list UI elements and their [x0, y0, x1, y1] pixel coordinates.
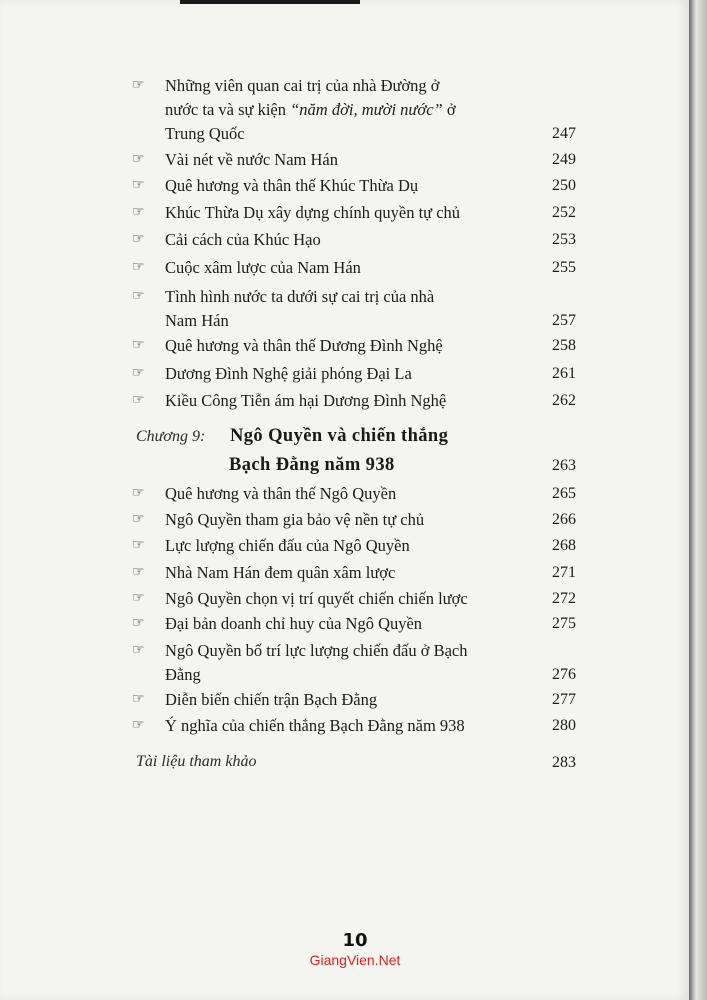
entry-text-line: Tình hình nước ta dưới sự cai trị của nhà	[165, 287, 435, 306]
entry-page-number: 249	[552, 151, 576, 168]
entry-text-line: Dương Đình Nghệ giải phóng Đại La	[165, 364, 412, 383]
pointing-hand-icon: ☞	[132, 365, 145, 381]
chapter-title-line-2: Bạch Đằng năm 938	[229, 455, 395, 475]
entry-page-number: 275	[552, 615, 576, 632]
chapter-label: Chương 9:	[136, 428, 206, 445]
chapter-page-number: 263	[552, 457, 576, 474]
pointing-hand-icon: ☞	[132, 717, 145, 733]
pointing-hand-icon: ☞	[132, 77, 145, 93]
entry-page-number: 261	[552, 365, 576, 382]
entry-text-line: Cải cách của Khúc Hạo	[165, 230, 321, 249]
entry-page-number: 266	[552, 511, 576, 528]
entry-text-line: Đằng	[165, 665, 201, 684]
pointing-hand-icon: ☞	[132, 615, 145, 631]
entry-text-line: Ngô Quyền chọn vị trí quyết chiến chiến lược	[165, 589, 468, 608]
entry-page-number: 268	[552, 537, 576, 554]
entry-text-line: nước ta và sự kiện “năm đời, mười nước” ở	[165, 100, 456, 119]
entry-text-line: Cuộc xâm lược của Nam Hán	[165, 258, 361, 277]
entry-text-line: Ngô Quyền bố trí lực lượng chiến đấu ở Bạch	[165, 641, 468, 660]
entry-text-line: Diễn biến chiến trận Bạch Đằng	[165, 690, 378, 709]
pointing-hand-icon: ☞	[132, 642, 145, 658]
entry-page-number: 253	[552, 231, 576, 248]
entry-text-line: Nam Hán	[165, 311, 229, 330]
pointing-hand-icon: ☞	[132, 259, 145, 275]
entry-text-line: Lực lượng chiến đấu của Ngô Quyền	[165, 536, 410, 555]
pointing-hand-icon: ☞	[132, 485, 145, 501]
chapter-title-line-1: Ngô Quyền và chiến thắng	[230, 426, 449, 446]
entry-page-number: 247	[552, 125, 576, 142]
references-label: Tài liệu tham khảo	[136, 753, 257, 770]
pointing-hand-icon: ☞	[132, 151, 145, 167]
entry-text-line: Ngô Quyền tham gia bảo vệ nền tự chủ	[165, 510, 425, 529]
entry-text-tail: ở	[442, 100, 456, 119]
entry-page-number: 272	[552, 590, 576, 607]
entry-text-line: Quê hương và thân thế Khúc Thừa Dụ	[165, 176, 419, 195]
pointing-hand-icon: ☞	[132, 564, 145, 580]
entry-text-line: Quê hương và thân thế Ngô Quyền	[165, 484, 397, 503]
entry-text-line: Quê hương và thân thế Dương Đình Nghệ	[165, 336, 443, 355]
entry-italic-text: “năm đời, mười nước”	[290, 100, 443, 119]
entry-page-number: 252	[552, 204, 576, 221]
pointing-hand-icon: ☞	[132, 177, 145, 193]
pointing-hand-icon: ☞	[132, 392, 145, 408]
entry-page-number: 277	[552, 691, 576, 708]
pointing-hand-icon: ☞	[132, 537, 145, 553]
pointing-hand-icon: ☞	[132, 337, 145, 353]
entry-text-line: Ý nghĩa của chiến thắng Bạch Đằng năm 938	[165, 716, 465, 735]
entry-page-number: 265	[552, 485, 576, 502]
pointing-hand-icon: ☞	[132, 288, 145, 304]
entry-text-line: Nhà Nam Hán đem quân xâm lược	[165, 563, 396, 582]
entry-page-number: 262	[552, 392, 576, 409]
entry-text-line: Những viên quan cai trị của nhà Đường ở	[165, 76, 440, 95]
entry-text-line: Vài nét về nước Nam Hán	[165, 150, 338, 169]
entry-page-number: 276	[552, 666, 576, 683]
page-folio: 10	[342, 930, 368, 951]
entry-text-line: Trung Quốc	[165, 124, 245, 143]
entry-text-line: Đại bản doanh chỉ huy của Ngô Quyền	[165, 614, 423, 633]
entry-text-line: Khúc Thừa Dụ xây dựng chính quyền tự chủ	[165, 203, 461, 222]
watermark: GiangVien.Net	[309, 952, 401, 968]
pointing-hand-icon: ☞	[132, 204, 145, 220]
pointing-hand-icon: ☞	[132, 590, 145, 606]
entry-page-number: 280	[552, 717, 576, 734]
entry-page-number: 258	[552, 337, 576, 354]
entry-page-number: 271	[552, 564, 576, 581]
entry-page-number: 255	[552, 259, 576, 276]
entry-page-number: 257	[552, 312, 576, 329]
entry-text-line: Kiều Công Tiễn ám hại Dương Đình Nghệ	[165, 391, 447, 410]
pointing-hand-icon: ☞	[132, 231, 145, 247]
pointing-hand-icon: ☞	[132, 691, 145, 707]
references-page-number: 283	[552, 754, 576, 771]
entry-page-number: 250	[552, 177, 576, 194]
pointing-hand-icon: ☞	[132, 511, 145, 527]
